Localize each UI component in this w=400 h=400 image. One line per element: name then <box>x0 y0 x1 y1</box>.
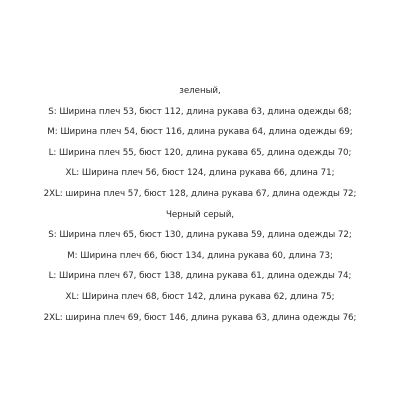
size-line-2xl-green: 2XL: ширина плеч 57, бюст 128, длина рукава 67, длина одежды 72; <box>43 188 357 199</box>
size-line-xl-black-gray: XL: Ширина плеч 68, бюст 142, длина рукава 62, длина 75; <box>65 291 335 302</box>
size-line-l-black-gray: L: Ширина плеч 67, бюст 138, длина рукава 61, длина одежды 74; <box>48 271 352 282</box>
size-chart-text <box>0 81 400 328</box>
color-heading-green: зеленый, <box>179 86 221 96</box>
size-line-m-green: M: Ширина плеч 54, бюст 116, длина рукава 64, длина одежды 69; <box>47 127 353 138</box>
size-line-s-black-gray: S: Ширина плеч 65, бюст 130, длина рукава 59, длина одежды 72; <box>48 230 352 241</box>
size-line-m-black-gray: M: Ширина плеч 66, бюст 134, длина рукава 60, длина 73; <box>67 250 333 261</box>
size-line-l-green: L: Ширина плеч 55, бюст 120, длина рукава 65, длина одежды 70; <box>48 147 352 158</box>
size-line-xl-green: XL: Ширина плеч 56, бюст 124, длина рукава 66, длина 71; <box>65 168 335 179</box>
size-line-s-green: S: Ширина плеч 53, бюст 112, длина рукава 63, длина одежды 68; <box>48 106 352 117</box>
size-line-2xl-black-gray: 2XL: ширина плеч 69, бюст 146, длина рукава 63, длина одежды 76; <box>43 312 357 323</box>
color-heading-black-gray: Черный серый, <box>165 209 234 220</box>
